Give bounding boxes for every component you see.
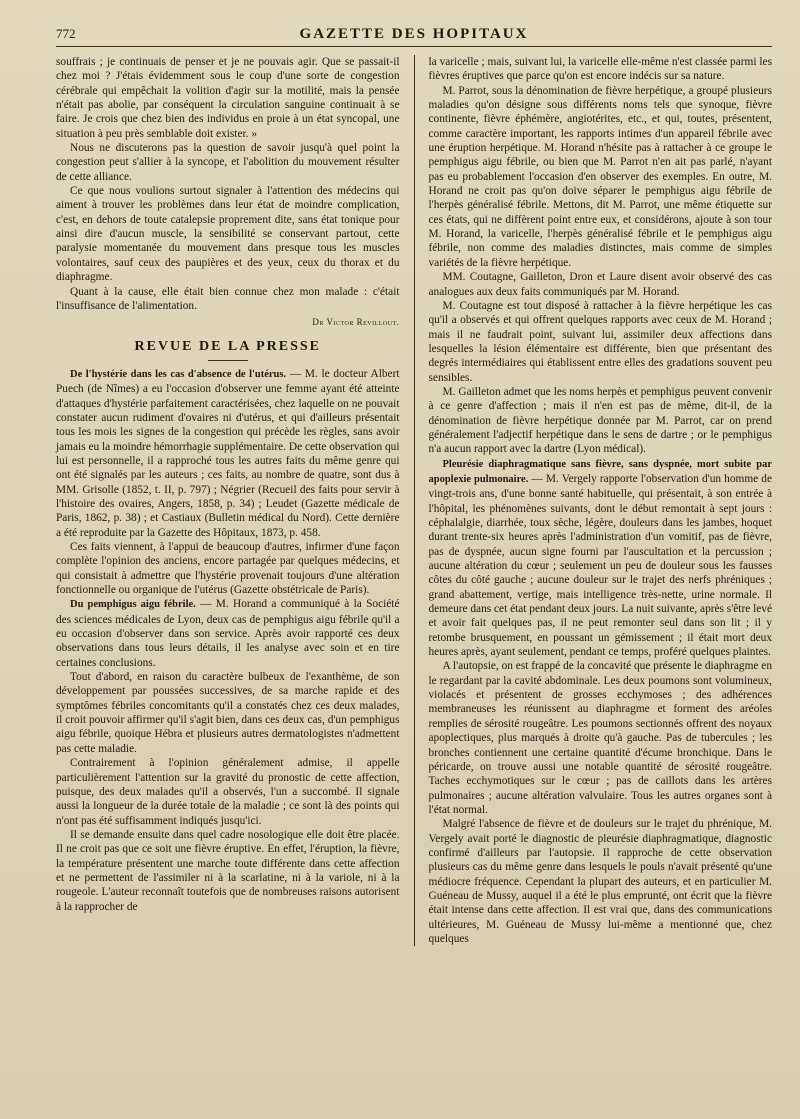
- page-number: 772: [56, 26, 76, 41]
- paragraph: Tout d'abord, en raison du caractère bulbeux de l'exanthème, de son développement par poussées successives, de sa marche rapide et des symptômes fébriles concomitants qu'il a constatés chez ces deux malades, il croit pouvoir affirmer qu'il s'agit bien, dans ces deux cas, d'un pemphigus aigu fébrile, quoique Hébra et plusieurs autres dermatologistes n'admettent pas cette maladie.: [56, 671, 400, 755]
- paragraph: A l'autopsie, on est frappé de la concavité que présente le diaphragme en le regardant par la cavité abdominale. Les deux poumons sont volumineux, violacés et présentent de grosses ecchymoses ; des adhérences membraneuses les réunissent au diaphragme et forment des aréoles remplies de sérosité rougeâtre. Les poumons sectionnés offrent des noyaux apoplectiques, plus marqués à droite qu'à gauche. Pas de tubercules ; les bronches contiennent une certaine quantité d'écume bronchique. Dans le péricarde, on trouve aussi une notable quantité de sérosité rougeâtre. Taches ecchymotiques sur le cœur ; pas de caillots dans les artères pulmonaires ; aucune altération valvulaire. Tous les autres organes sont à l'état normal.: [428, 660, 772, 816]
- column-rule: [414, 55, 415, 946]
- article-heading: Du pemphigus aigu fébrile.: [70, 599, 196, 611]
- article-body: — M. Horand a communiqué à la Société des sciences médicales de Lyon, deux cas de pemphigus aigu fébrile qu'il a eu occasion d'observer dans son service. Après avoir rapporté ces deux observations dans tous leurs détails, il les analyse avec soin et en tire certaines conclusions.: [56, 598, 400, 669]
- paragraph: Malgré l'absence de fièvre et de douleurs sur le trajet du phrénique, M. Vergely avait porté le diagnostic de pleurésie diaphragmatique, diagnostic confirmé d'ailleurs par l'autopsie. Il rapproche de cette observation plusieurs cas du même genre dans lesquels le pouls n'avait présenté qu'une médiocre fréquence. Cependant la plupart des auteurs, et en particulier M. Guéneau de Mussy, auquel il a été le plus emprunté, ont écrit que la fièvre était intense dans cette affection. Il est vrai que, dans des communications ultérieures, M. Guéneau de Mussy lui-même a mentionné que, chez quelques: [428, 818, 772, 945]
- paragraph: MM. Coutagne, Gailleton, Dron et Laure disent avoir observé des cas analogues aux deux faits communiqués par M. Horand.: [428, 271, 772, 298]
- article-heading: Pleurésie diaphragmatique sans fièvre, sans dyspnée, mort subite par apoplexie pulmonaire.: [428, 458, 772, 485]
- paragraph: M. Gailleton admet que les noms herpès et pemphigus peuvent convenir à ce genre d'affection ; mais il n'en est pas de même, dit-il, de la dénomination de fièvre herpétique donnée par M. Parrot, car on prend généralement l'adjectif herpétique dans le sens de dartre ; or le pemphigus n'a aucun rapport avec la dartre (Lyon médical).: [428, 385, 772, 456]
- paragraph: Nous ne discuterons pas la question de savoir jusqu'à quel point la congestion peut s'allier à la syncope, et l'abolition du mouvement résulter de cette alliance.: [56, 142, 400, 183]
- article-pleurisy: [429, 457, 773, 660]
- article-heading: De l'hystérie dans les cas d'absence de l'utérus.: [70, 368, 287, 380]
- left-column: [56, 55, 400, 946]
- article-body: — M. le docteur Albert Puech (de Nîmes) a eu l'occasion d'observer une femme ayant été atteinte d'attaques d'hystérie parfaitement caractérisées, chez laquelle on ne pouvait constater aucun rudiment d'ovaires ni d'utérus, et qui d'ailleurs présentait tous les mois les signes de la congestion qui précède les règles, sans avoir jamais eu la moindre hémorrhagie supplémentaire. De cette observation qui lui est personnelle, il a rapproché tous les autres faits du même genre qui ont été signalés par les auteurs ; ces faits, au nombre de quatre, sont dus à MM. Grisolle (1852, t. II, p. 797) ; Négrier (Recueil des faits pour servir à l'histoire des ovaires, Angers, 1858, p. 34) ; Leudet (Gazette médicale de Paris, 1862, p. 38) ; et Castiaux (Bulletin médical du Nord). Cette dernière a été reproduite par la Gazette des Hôpitaux, 1873, p. 458.: [56, 367, 400, 539]
- paragraph: souffrais ; je continuais de penser et je ne pouvais agir. Que se passait-il chez moi ? J'étais évidemment sous le coup d'une sorte de congestion cérébrale qui empêchait la volition d'agir sur la motilité, mais la pensée n'était pas abolie, par conséquent la circulation sanguine continuait à se faire. Je crois que chez bien des individus en proie à un état syncopal, une situation à peu près semblable doit exister. »: [56, 56, 400, 140]
- paragraph: Ce que nous voulions surtout signaler à l'attention des médecins qui aiment à trouver les problèmes dans leur état de moindre complication, c'est, en dehors de toute catalepsie proprement dite, sans état tonique pour ainsi dire d'aucun muscle, la sensibilité se conservant partout, cette paralysie momentanée du mouvement dans presque tous les muscles volontaires, sauf ceux des paupières et des yeux, ceux du thorax et du diaphragme.: [56, 185, 400, 284]
- article-columns: [56, 55, 772, 946]
- paragraph: Quant à la cause, elle était bien connue chez mon malade : c'était l'insuffisance de l'alimentation.: [56, 285, 400, 312]
- paragraph: Il se demande ensuite dans quel cadre nosologique elle doit être placée. Il ne croit pas que ce soit une fièvre éruptive. En effet, l'éruption, la fièvre, la température présentent une marche toute différente dans cette affection et ne permettent de l'assimiler ni à la scarlatine, ni à la variole, ni à la rougeole. L'auteur reconnaît toutefois que de nombreuses raisons autorisent à la rapprocher de: [56, 828, 400, 913]
- paragraph: Contrairement à l'opinion généralement admise, il appelle particulièrement l'attention sur la gravité du pronostic de cette affection, puisque, des deux malades qu'il a observés, l'un a succombé. Il signale aussi la longueur de la durée totale de la maladie ; ce sont là des points qui n'ont pas été suffisamment indiqués jusqu'ici.: [56, 757, 400, 827]
- journal-title: GAZETTE DES HOPITAUX: [299, 26, 529, 42]
- article-hysteria: [56, 367, 400, 540]
- paragraph: M. Parrot, sous la dénomination de fièvre herpétique, a groupé plusieurs maladies qu'on désigne sous différents noms tels que synoque, fièvre continente, fièvre éphémère, angiotérites, etc., et qui, toutes, présentent, comme caractère important, les rapports intimes d'un appareil fébrile avec une éruption herpétique. M. Horand n'hésite pas à rattacher à ce groupe le pemphigus aigu fébrile, ou bien que M. Parrot n'en ait pas parlé, n'ayant pas eu probablement l'occasion d'en observer des exemples. En outre, M. Horand ne croit pas qu'on doive séparer le pemphigus aigu fébrile de l'herpès généralisé fébrile. Mettons, dit M. Parrot, une même étiquette sur ces états, qui ne diffèrent point entre eux, et considérons, ajoute à son tour M. Horand, la varicelle, l'herpès généralisé fébrile et le pemphigus aigu fébrile, non comme des maladies distinctes, mais comme de simples variétés de la fièvre herpétique.: [428, 84, 772, 269]
- author-signature: Dr Victor Revillout.: [312, 317, 400, 328]
- article-body: — M. Vergely rapporte l'observation d'un homme de vingt-trois ans, d'une bonne santé habituelle, qui présentait, à son entrée à l'hôpital, les phénomènes suivants, dont le début remontait à sept jours : céphalalgie, diarrhée, toux sèche, légère, douleurs dans les jambes, hoquet durant trente-six heures après l'administration d'un vomitif, pas de fièvre, pas de dyspnée, aucun signe fourni par l'auscultation et la percussion ; aucune altération du cœur ; seulement un peu de douleur sous les fausses côtes du côté gauche ; aucune douleur sur le trajet des nerfs phréniques ; grand abattement, vertige, mais intelligence très-nette, urine normale. Il demeure dans cet état pendant deux jours. La nuit suivante, après s'être levé et avoir fait quelques pas, il ne peut remonter seul dans son lit ; il y retombe brusquement, en poussant un gémissement ; il était mort deux heures après, ayant seulement, pendant ce temps, proféré quelques plaintes.: [428, 472, 772, 659]
- right-column: [429, 55, 773, 946]
- article-pemphigus: [56, 597, 400, 670]
- page-header: [56, 26, 772, 47]
- section-divider: [208, 360, 248, 361]
- paragraph: Ces faits viennent, à l'appui de beaucoup d'autres, infirmer d'une façon complète l'opinion des anciens, encore partagée par quelques médecins, et qui consistait à admettre que l'hystérie provenait toujours d'une altération fonctionnelle ou organique de l'utérus (Gazette obstétricale de Paris).: [56, 541, 400, 597]
- paragraph: M. Coutagne est tout disposé à rattacher à la fièvre herpétique les cas qu'il a observés et qui offrent quelques rapports avec ceux de M. Horand ; mais il ne faudrait point, suivant lui, assimiler deux affections dans lesquelles la lésion élémentaire est différente, bien que présentant des degrés intermédiaires qui établissent entre elles des gradations souvent peu sensibles.: [428, 299, 772, 384]
- paragraph: la varicelle ; mais, suivant lui, la varicelle elle-même n'est classée parmi les fièvres éruptives que parce qu'on est encore indécis sur sa nature.: [428, 56, 772, 83]
- section-title: REVUE DE LA PRESSE: [134, 338, 322, 354]
